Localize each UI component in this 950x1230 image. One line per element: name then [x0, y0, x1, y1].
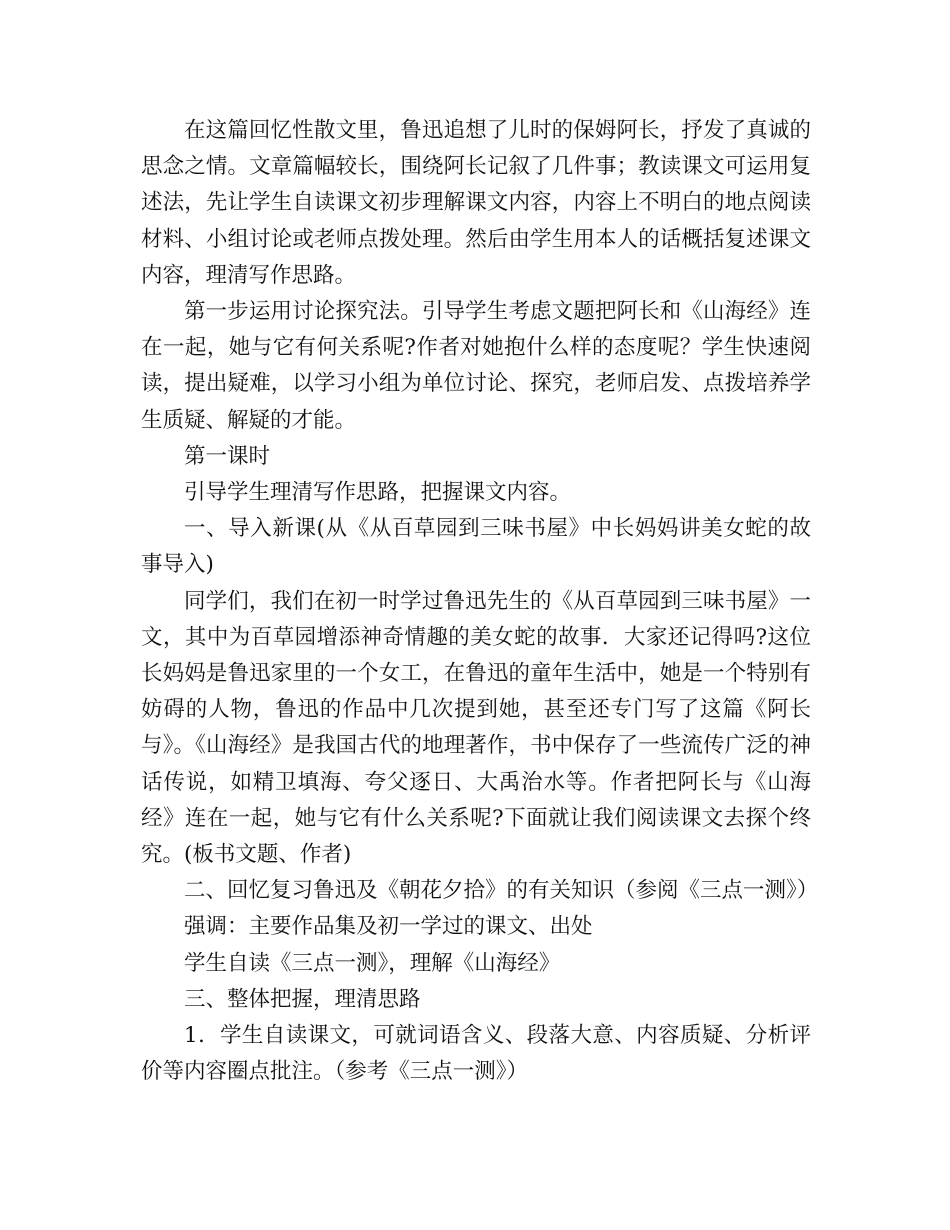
paragraph-lesson-goal: 引导学生理清写作思路，把握课文内容。 — [184, 480, 572, 506]
step-heading-overview: 三、整体把握，理清思路 — [184, 986, 421, 1012]
paragraph-emphasis: 强调：主要作品集及初一学过的课文、出处 — [184, 914, 593, 940]
paragraph-self-study: 学生自读《三点一测》，理解《山海经》 — [184, 950, 561, 976]
paragraph-introduction-speech: 同学们，我们在初一时学过鲁迅先生的《从百草园到三味书屋》一文，其中为百草园增添神奇情趣的美女蛇的故事．大家还记得吗?这位长妈妈是鲁迅家里的一个女工，在鲁迅的童年生活中，她是一个特别有妨碍的人物，鲁迅的作品中几次提到她，甚至还专门写了这篇《阿长与》。《山海经》是我国古代的地理著作，书中保存了一些流传广泛的神话传说，如精卫填海、夸父逐日、大禹治水等。作者把阿长与《山海经》连在一起，她与它有什么关系呢?下面就让我们阅读课文去探个终究。(板书文题、作者) — [141, 588, 811, 868]
paragraph-discussion-method: 第一步运用讨论探究法。引导学生考虑文题把阿长和《山海经》连在一起，她与它有何关系呢?作者对她抱什么样的态度呢？学生快速阅读，提出疑难，以学习小组为单位讨论、探究，老师启发、点拨培养学生质疑、解疑的才能。 — [141, 299, 811, 433]
list-item-annotation: 1．学生自读课文，可就词语含义、段落大意、内容质疑、分析评价等内容圈点批注。（参考《三点一测》） — [141, 1023, 811, 1085]
section-heading-first-lesson: 第一课时 — [184, 443, 271, 469]
document-body — [141, 113, 819, 1090]
step-heading-introduction: 一、导入新课(从《从百草园到三味书屋》中长妈妈讲美女蛇的故事导入) — [141, 516, 811, 578]
paragraph-intro: 在这篇回忆性散文里，鲁迅追想了儿时的保姆阿长，抒发了真诚的思念之情。文章篇幅较长，围绕阿长记叙了几件事；教读课文可运用复述法，先让学生自读课文初步理解课文内容，内容上不明白的地点阅读材料、小组讨论或老师点拨处理。然后由学生用本人的话概括复述课文内容，理清写作思路。 — [141, 118, 811, 288]
step-heading-review: 二、回忆复习鲁迅及《朝花夕拾》的有关知识（参阅《三点一测》） — [184, 878, 819, 904]
